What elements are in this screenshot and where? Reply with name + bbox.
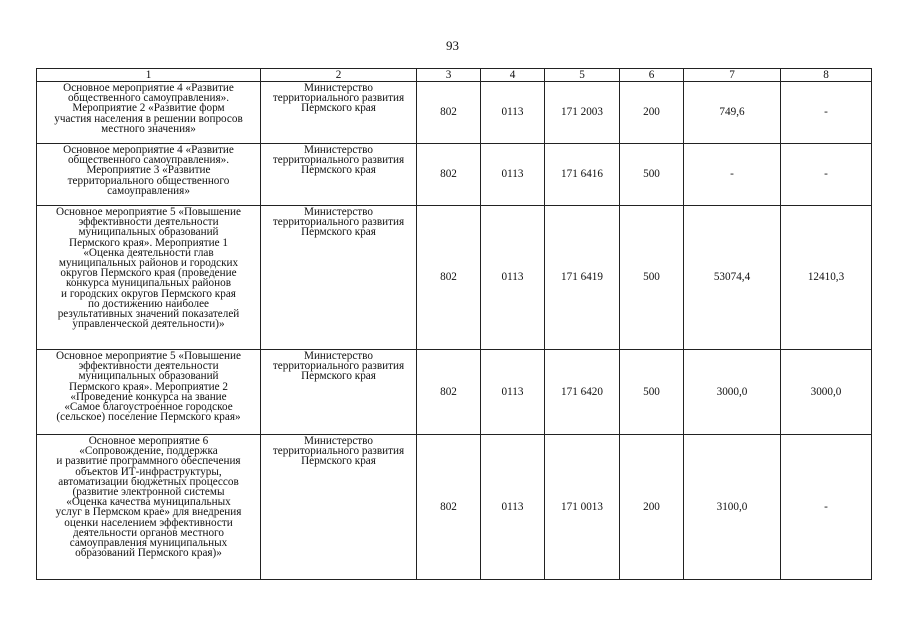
expense-type-cell: 200 (620, 82, 684, 144)
col-header-8: 8 (781, 69, 872, 82)
executor-cell (261, 350, 417, 435)
amount-col8-cell: - (781, 82, 872, 144)
executor-cell (261, 144, 417, 206)
executor-line: Пермского края (301, 102, 376, 115)
measure-name-line: оценки населением эффективности (64, 516, 233, 529)
section-code-cell: 0113 (481, 435, 545, 580)
measure-name-line: округов Пермского края (проведение (60, 267, 237, 280)
amount-col8-cell: - (781, 435, 872, 580)
col-header-4: 4 (481, 69, 545, 82)
measure-name-line: объектов ИТ-инфраструктуры, (75, 465, 222, 478)
executor-line: Министерство (304, 82, 373, 94)
target-article-cell: 171 6419 (545, 206, 620, 350)
measure-name-line: территориального общественного (67, 174, 230, 187)
amount-col7-cell: - (684, 144, 781, 206)
table-row (37, 350, 872, 435)
col-header-6: 6 (620, 69, 684, 82)
amount-col7-cell: 3000,0 (684, 350, 781, 435)
measure-name-line: Основное мероприятие 5 «Повышение (56, 206, 241, 218)
measure-name-line: и развитие программного обеспечения (56, 455, 241, 468)
target-article-cell: 171 6416 (545, 144, 620, 206)
measure-name-line: «Проведение конкурса на звание (70, 390, 227, 403)
measure-name-line: общественного самоуправления». (67, 154, 230, 167)
expense-type-cell: 200 (620, 435, 684, 580)
section-code-cell: 0113 (481, 144, 545, 206)
measure-name-line: местного значения» (101, 122, 196, 135)
executor-line: территориального развития (272, 92, 405, 105)
measure-name-line: и городских округов Пермского края (61, 287, 236, 300)
col-header-1: 1 (37, 69, 261, 82)
executor-line: Пермского края (301, 164, 376, 177)
executor-line: территориального развития (272, 360, 405, 373)
amount-col8-cell: - (781, 144, 872, 206)
measure-name-line: общественного самоуправления». (67, 92, 230, 105)
ministry-code-cell: 802 (417, 435, 481, 580)
target-article-cell: 171 0013 (545, 435, 620, 580)
col-header-5: 5 (545, 69, 620, 82)
executor-cell (261, 435, 417, 580)
measure-name-line: эффективности деятельности (78, 360, 219, 373)
executor-line: Пермского края (301, 455, 376, 468)
section-code-cell: 0113 (481, 206, 545, 350)
measure-name-line: «Сопровождение, поддержка (79, 445, 218, 458)
measure-name-line: муниципальных образований (78, 226, 219, 239)
measure-name-line: «Оценка качества муниципальных (66, 496, 231, 509)
executor-line: Министерство (304, 206, 373, 218)
target-article-cell: 171 6420 (545, 350, 620, 435)
measure-name-line: муниципальных районов и городских (58, 257, 239, 270)
measure-name-line: «Самое благоустроенное городское (64, 401, 233, 414)
measure-name-line: конкурса муниципальных районов (65, 277, 232, 290)
measure-name-line: образований Пермского края)» (75, 547, 222, 560)
table-row (37, 206, 872, 350)
measure-name-cell (37, 350, 261, 435)
executor-line: территориального развития (272, 445, 405, 458)
table-row (37, 435, 872, 580)
section-code-cell: 0113 (481, 82, 545, 144)
measure-name-line: Основное мероприятие 5 «Повышение (56, 350, 241, 362)
amount-col7-cell: 749,6 (684, 82, 781, 144)
expense-type-cell: 500 (620, 350, 684, 435)
measure-name-line: деятельности органов местного (73, 526, 224, 539)
section-code-cell: 0113 (481, 350, 545, 435)
col-header-7: 7 (684, 69, 781, 82)
measure-name-line: Основное мероприятие 6 (88, 435, 209, 447)
measure-name-cell (37, 144, 261, 206)
measure-name-line: Основное мероприятие 4 «Развитие (63, 82, 234, 94)
measure-name-line: эффективности деятельности (78, 216, 219, 229)
measure-name-cell (37, 82, 261, 144)
executor-line: Министерство (304, 435, 373, 447)
budget-table (36, 68, 872, 580)
executor-line: Пермского края (301, 226, 376, 239)
measure-name-cell (37, 206, 261, 350)
measure-name-line: управленческой деятельности)» (72, 318, 225, 331)
amount-col7-cell: 53074,4 (684, 206, 781, 350)
executor-line: территориального развития (272, 216, 405, 229)
amount-col7-cell: 3100,0 (684, 435, 781, 580)
measure-name-line: автоматизации бюджетных процессов (58, 475, 239, 488)
table-row (37, 144, 872, 206)
table-row (37, 82, 872, 144)
measure-name-line: Мероприятие 2 «Развитие форм (72, 102, 225, 115)
column-number-row (37, 69, 872, 82)
measure-name-line: результативных значений показателей (57, 308, 240, 321)
executor-line: Министерство (304, 350, 373, 362)
page-number: 93 (446, 38, 459, 53)
measure-name-line: Мероприятие 3 «Развитие (86, 164, 211, 177)
amount-col8-cell: 3000,0 (781, 350, 872, 435)
measure-name-line: участия населения в решении вопросов (54, 112, 243, 125)
col-header-2: 2 (261, 69, 417, 82)
measure-name-line: услуг в Пермском крае» для внедрения (55, 506, 242, 519)
col-header-3: 3 (417, 69, 481, 82)
measure-name-line: муниципальных образований (78, 370, 219, 383)
target-article-cell: 171 2003 (545, 82, 620, 144)
executor-line: Пермского края (301, 370, 376, 383)
measure-name-line: Основное мероприятие 4 «Развитие (63, 144, 234, 156)
measure-name-line: Пермского края». Мероприятие 1 (69, 236, 228, 249)
amount-col8-cell: 12410,3 (781, 206, 872, 350)
measure-name-line: (сельское) поселение Пермского края» (56, 411, 241, 424)
measure-name-line: «Оценка деятельности глав (83, 246, 214, 259)
measure-name-line: самоуправления» (107, 184, 190, 197)
measure-name-line: Пермского края». Мероприятие 2 (69, 380, 228, 393)
ministry-code-cell: 802 (417, 350, 481, 435)
executor-line: территориального развития (272, 154, 405, 167)
executor-cell (261, 206, 417, 350)
measure-name-line: (развитие электронной системы (72, 486, 225, 499)
executor-line: Министерство (304, 144, 373, 156)
expense-type-cell: 500 (620, 144, 684, 206)
measure-name-cell (37, 435, 261, 580)
ministry-code-cell: 802 (417, 82, 481, 144)
measure-name-line: самоуправления муниципальных (69, 537, 228, 550)
ministry-code-cell: 802 (417, 144, 481, 206)
executor-cell (261, 82, 417, 144)
measure-name-line: по достижению наиболее (87, 297, 210, 310)
ministry-code-cell: 802 (417, 206, 481, 350)
expense-type-cell: 500 (620, 206, 684, 350)
